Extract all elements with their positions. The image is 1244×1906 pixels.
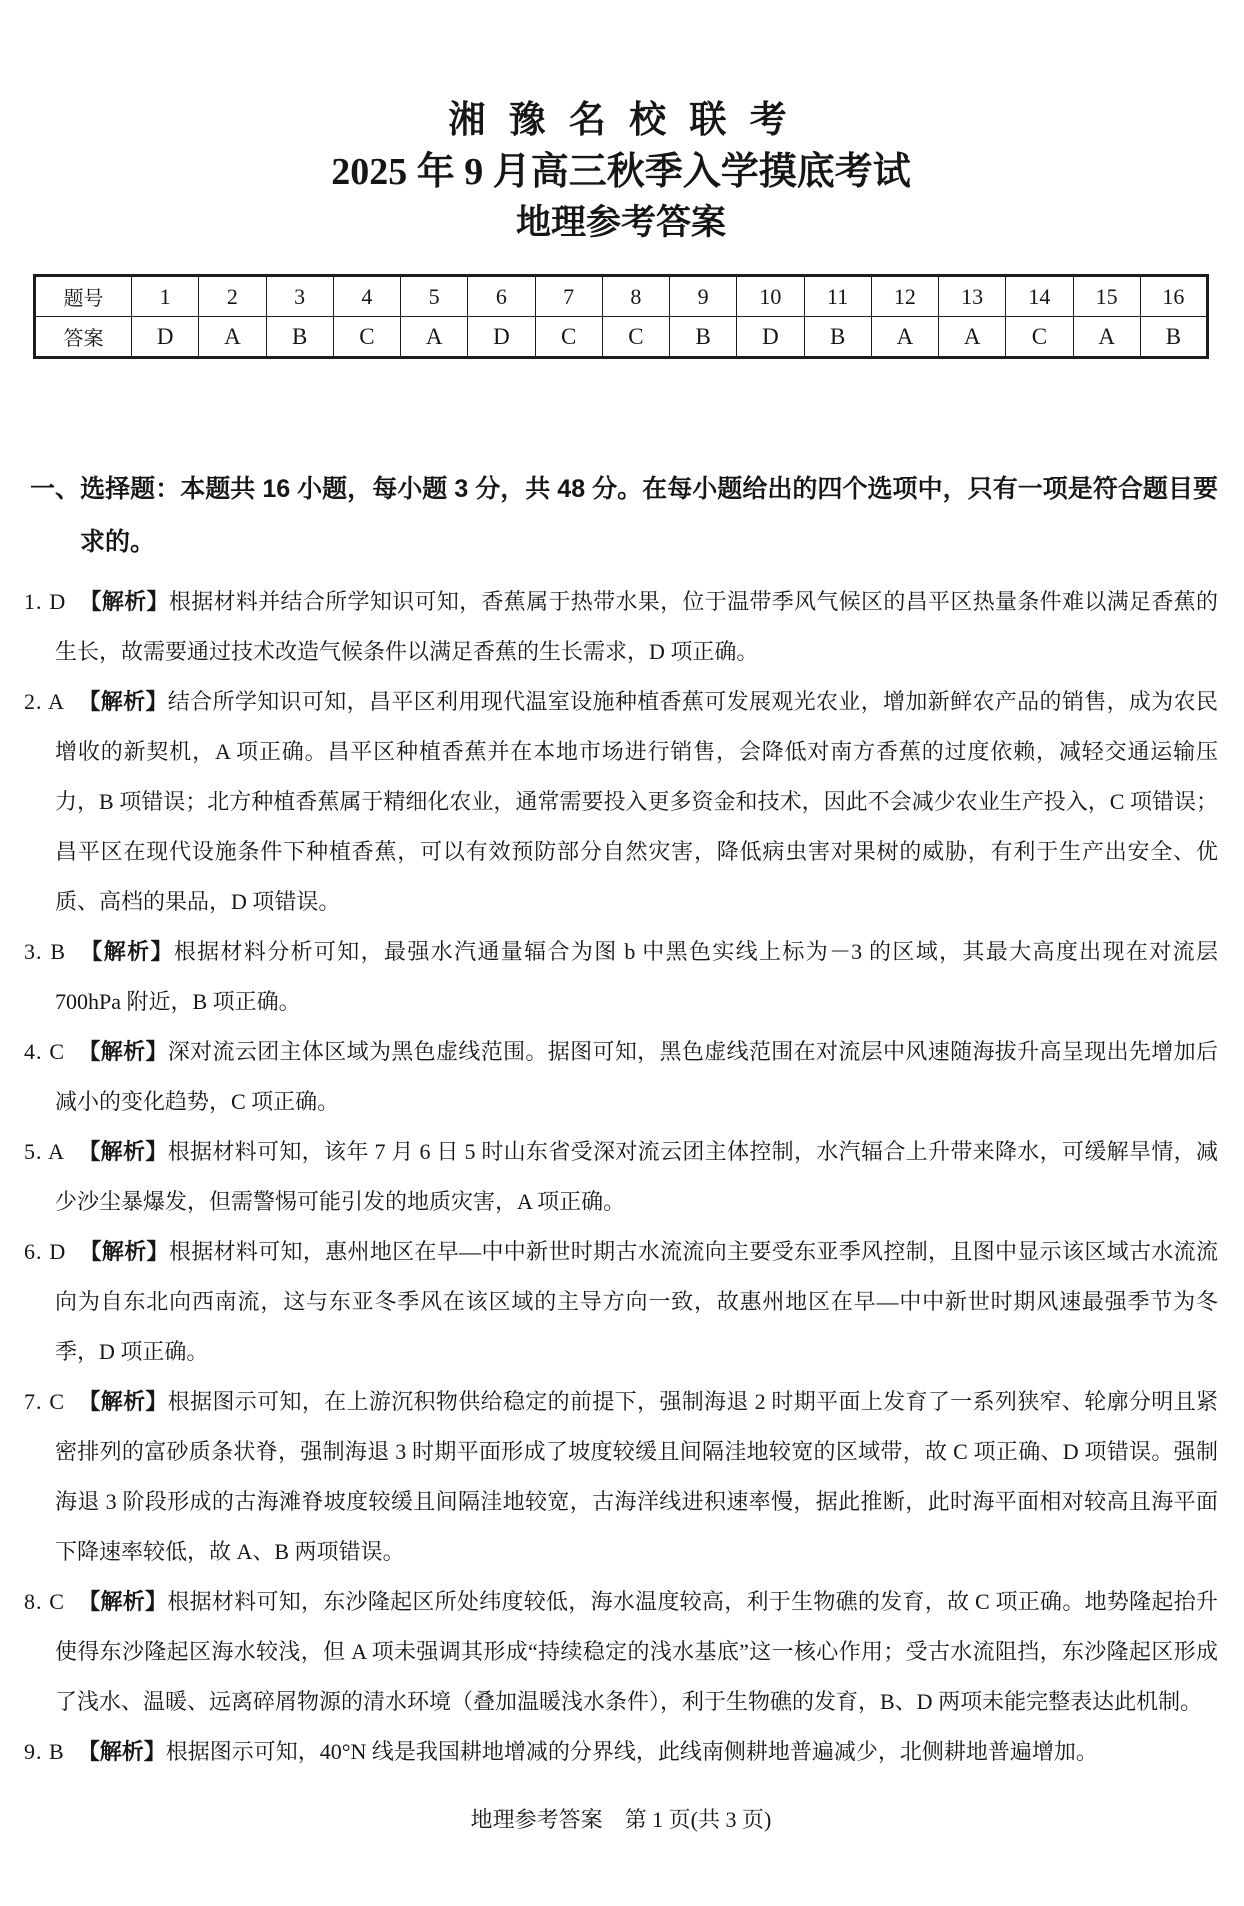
analysis-label: 【解析】 bbox=[78, 1139, 168, 1164]
analysis-label: 【解析】 bbox=[79, 589, 169, 614]
question-number-cell: 5 bbox=[401, 276, 468, 317]
analysis-label: 【解析】 bbox=[79, 1239, 169, 1264]
explanation-item bbox=[24, 1377, 1218, 1577]
question-number-cell: 2 bbox=[199, 276, 266, 317]
answer-letter-cell: C bbox=[333, 317, 400, 358]
explanation-item bbox=[24, 677, 1218, 927]
explanation-text: 根据材料可知，惠州地区在早—中中新世时期古水流流向主要受东亚季风控制，且图中显示该区域古水流流向为自东北向西南流，这与东亚冬季风在该区域的主导方向一致，故惠州地区在早—中中新世时期风速最强季节为冬季，D 项正确。 bbox=[55, 1239, 1218, 1364]
answer-letter-cell: B bbox=[1140, 317, 1207, 358]
question-number-cell: 7 bbox=[535, 276, 602, 317]
analysis-label: 【解析】 bbox=[77, 1739, 166, 1764]
answer-row bbox=[35, 317, 1208, 358]
page-footer: 地理参考答案 第 1 页(共 3 页) bbox=[470, 1807, 772, 1832]
answer-letter-cell: C bbox=[602, 317, 669, 358]
explanation-item bbox=[24, 1727, 1218, 1777]
multiple-choice-section-heading: 一、选择题：本题共 16 小题，每小题 3 分，共 48 分。在每小题给出的四个选项中，只有一项是符合题目要求的。 bbox=[30, 475, 1218, 556]
answer-letter-cell: A bbox=[401, 317, 468, 358]
explanation-text: 根据图示可知，在上游沉积物供给稳定的前提下，强制海退 2 时期平面上发育了一系列狭窄、轮廓分明且紧密排列的富砂质条状脊，强制海退 3 时期平面形成了坡度较缓且间隔洼地较宽的区域带，故 C 项正确、D 项错误。强制海退 3 阶段形成的古海滩脊坡度较缓且间隔洼地较宽，古海洋线进积速率慢，据此推断，此时海平面相对较高且海平面下降速率较低，故 A、B 两项错误。 bbox=[55, 1389, 1218, 1564]
question-number-cell: 3 bbox=[266, 276, 333, 317]
question-answer-id: 6. D bbox=[24, 1239, 67, 1264]
explanation-text: 根据材料可知，该年 7 月 6 日 5 时山东省受深对流云团主体控制，水汽辐合上升带来降水，可缓解旱情，减少沙尘暴爆发，但需警惕可能引发的地质灾害，A 项正确。 bbox=[55, 1139, 1218, 1214]
explanation-list bbox=[24, 577, 1218, 1777]
question-number-row-label: 题号 bbox=[35, 276, 132, 317]
analysis-label: 【解析】 bbox=[78, 689, 168, 714]
answer-letter-cell: B bbox=[804, 317, 871, 358]
analysis-label: 【解析】 bbox=[77, 1589, 168, 1614]
question-answer-id: 3. B bbox=[24, 939, 67, 964]
explanation-text: 深对流云团主体区域为黑色虚线范围。据图可知，黑色虚线范围在对流层中风速随海拔升高呈现出先增加后减小的变化趋势，C 项正确。 bbox=[55, 1039, 1218, 1114]
question-answer-id: 7. C bbox=[24, 1389, 66, 1414]
explanation-text: 根据材料分析可知，最强水汽通量辐合为图 b 中黑色实线上标为－3 的区域，其最大高度出现在对流层 700hPa 附近，B 项正确。 bbox=[55, 939, 1218, 1014]
question-number-cell: 1 bbox=[132, 276, 199, 317]
explanation-text: 根据材料可知，东沙隆起区所处纬度较低，海水温度较高，利于生物礁的发育，故 C 项正确。地势隆起抬升使得东沙隆起区海水较浅，但 A 项未强调其形成“持续稳定的浅水基底”这一核心作用；受古水流阻挡，东沙隆起区形成了浅水、温暖、远离碎屑物源的清水环境（叠加温暖浅水条件），利于生物礁的发育，B、D 两项未能完整表达此机制。 bbox=[55, 1589, 1218, 1714]
explanation-item bbox=[24, 1027, 1218, 1127]
explanation-text: 结合所学知识可知，昌平区利用现代温室设施种植香蕉可发展观光农业，增加新鲜农产品的销售，成为农民增收的新契机，A 项正确。昌平区种植香蕉并在本地市场进行销售，会降低对南方香蕉的过度依赖，减轻交通运输压力，B 项错误；北方种植香蕉属于精细化农业，通常需要投入更多资金和技术，因此不会减少农业生产投入，C 项错误；昌平区在现代设施条件下种植香蕉，可以有效预防部分自然灾害，降低病虫害对果树的威胁，有利于生产出安全、优质、高档的果品，D 项错误。 bbox=[55, 689, 1218, 914]
question-number-cell: 11 bbox=[804, 276, 871, 317]
question-number-cell: 8 bbox=[602, 276, 669, 317]
question-answer-id: 8. C bbox=[24, 1589, 65, 1614]
title-block bbox=[24, 96, 1218, 248]
analysis-label: 【解析】 bbox=[79, 939, 174, 964]
explanation-item bbox=[24, 927, 1218, 1027]
answer-letter-cell: D bbox=[468, 317, 535, 358]
answer-letter-cell: A bbox=[939, 317, 1006, 358]
question-number-cell: 12 bbox=[871, 276, 938, 317]
answer-key-table bbox=[33, 274, 1209, 359]
answer-row-label: 答案 bbox=[35, 317, 132, 358]
answer-letter-cell: A bbox=[199, 317, 266, 358]
answer-letter-cell: D bbox=[737, 317, 804, 358]
question-number-cell: 14 bbox=[1006, 276, 1073, 317]
explanation-item bbox=[24, 577, 1218, 677]
answer-letter-cell: D bbox=[132, 317, 199, 358]
question-answer-id: 1. D bbox=[24, 589, 67, 614]
subject-answers-title: 地理参考答案 bbox=[515, 203, 726, 242]
analysis-label: 【解析】 bbox=[78, 1389, 168, 1414]
question-number-cell: 9 bbox=[670, 276, 737, 317]
analysis-label: 【解析】 bbox=[78, 1039, 168, 1064]
answer-letter-cell: B bbox=[266, 317, 333, 358]
explanation-item bbox=[24, 1577, 1218, 1727]
question-answer-id: 2. A bbox=[24, 689, 66, 714]
question-number-cell: 16 bbox=[1140, 276, 1207, 317]
question-answer-id: 9. B bbox=[24, 1739, 65, 1764]
explanation-text: 根据材料并结合所学知识可知，香蕉属于热带水果，位于温带季风气候区的昌平区热量条件难以满足香蕉的生长，故需要通过技术改造气候条件以满足香蕉的生长需求，D 项正确。 bbox=[55, 589, 1218, 664]
question-number-cell: 13 bbox=[939, 276, 1006, 317]
question-answer-id: 5. A bbox=[24, 1139, 66, 1164]
answer-letter-cell: A bbox=[1073, 317, 1140, 358]
exam-name-title: 湘 豫 名 校 联 考 bbox=[448, 100, 794, 141]
question-answer-id: 4. C bbox=[24, 1039, 66, 1064]
question-number-row bbox=[35, 276, 1208, 317]
explanation-item bbox=[24, 1127, 1218, 1227]
explanation-item bbox=[24, 1227, 1218, 1377]
question-number-cell: 10 bbox=[737, 276, 804, 317]
answer-letter-cell: C bbox=[535, 317, 602, 358]
exam-session-title: 2025 年 9 月高三秋季入学摸底考试 bbox=[331, 151, 911, 193]
question-number-cell: 6 bbox=[468, 276, 535, 317]
answer-letter-cell: A bbox=[871, 317, 938, 358]
question-number-cell: 4 bbox=[333, 276, 400, 317]
answer-letter-cell: B bbox=[670, 317, 737, 358]
answer-letter-cell: C bbox=[1006, 317, 1073, 358]
question-number-cell: 15 bbox=[1073, 276, 1140, 317]
explanation-text: 根据图示可知，40°N 线是我国耕地增减的分界线，此线南侧耕地普遍减少，北侧耕地普遍增加。 bbox=[165, 1739, 1098, 1764]
